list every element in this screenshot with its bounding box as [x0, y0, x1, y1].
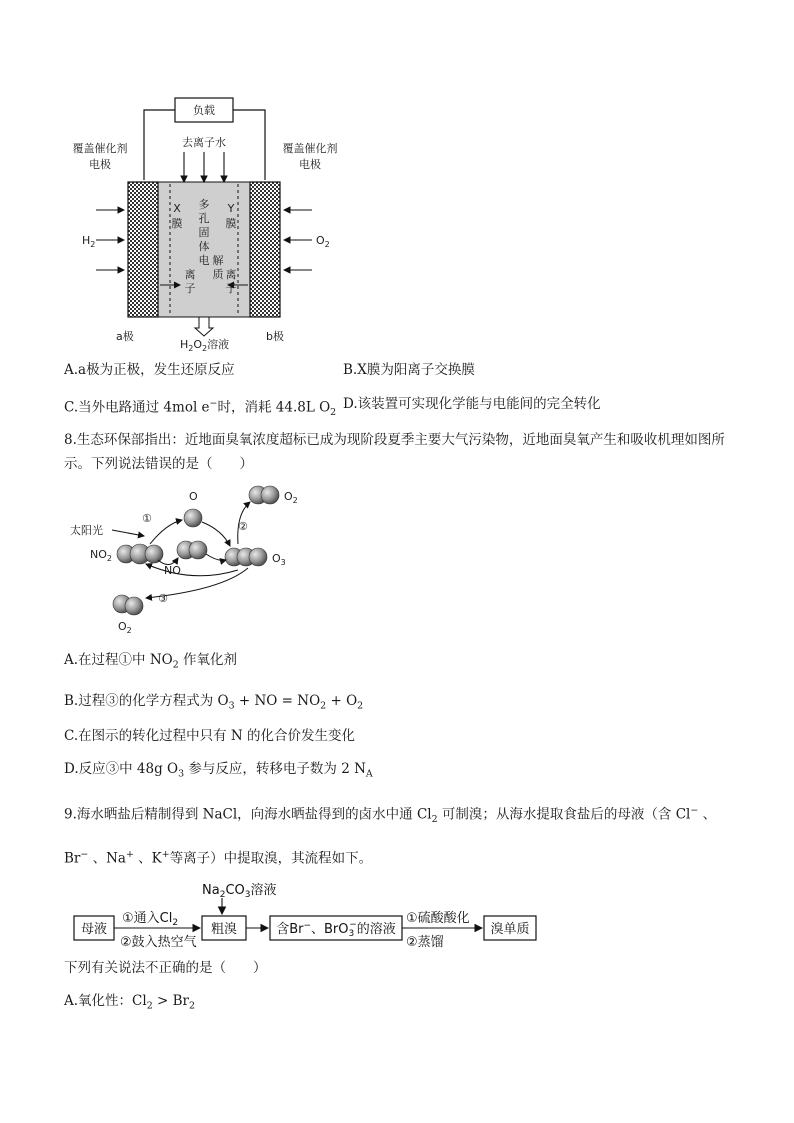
flow-reagent: $Na_2CO_3$溶液 [202, 883, 277, 900]
electrolyte-char: 固 [198, 226, 210, 239]
o3-atom [249, 548, 267, 566]
flow-step-3b: ②蒸馏 [406, 935, 444, 950]
product-outlet-arrow [195, 317, 213, 336]
q8-stem: 8.生态环保部指出：近地面臭氧浓度超标已成为现阶段夏季主要大气污染物，近地面臭氧产生和吸收机理如图所示。下列说法错误的是（ ） [64, 432, 725, 472]
electrolyte-char: 孔 [198, 212, 210, 225]
b-pole-label: b极 [266, 330, 284, 343]
h2-label: $H_2$ [82, 234, 96, 249]
q7-option-a: A.a极为正极，发生还原反应 [64, 362, 235, 378]
flow-box-bromine-label: 溴单质 [490, 922, 530, 937]
ion-left-label: 离 [184, 268, 196, 281]
flow-box-mother-liquor-label: 母液 [80, 922, 108, 937]
y-membrane-label-2: 膜 [225, 217, 237, 230]
step-3-no2-arrow [146, 564, 238, 576]
wire-left [144, 110, 175, 180]
electrode-a [128, 182, 158, 317]
load-label: 负载 [193, 104, 215, 117]
ozone-cycle-diagram [62, 478, 322, 638]
ion-right-label: 离 [225, 268, 237, 281]
sunlight-label: 太阳光 [70, 524, 103, 537]
x-membrane-label: X [173, 202, 181, 215]
water-in-label: 去离子水 [182, 136, 226, 149]
o3-label: $O_3$ [272, 552, 286, 567]
no2-atom [145, 545, 163, 563]
no2-label: $NO_2$ [90, 548, 112, 563]
bromine-flow-chart [64, 878, 544, 952]
x-membrane-label-2: 膜 [171, 217, 183, 230]
electrolyte-char: 电 [198, 254, 210, 267]
electrolyte-char: 体 [198, 240, 210, 253]
y-membrane-label: Y [227, 202, 235, 215]
no-atom [189, 541, 207, 559]
electrolyte-char: 多 [198, 198, 210, 211]
wire-right [233, 110, 265, 180]
step-1-arrow [150, 520, 182, 544]
flow-step-3a: ①硫酸酸化 [406, 911, 470, 926]
q8-option-d: D.反应③中 48g $O_3$ 参与反应，转移电子数为 2 $N_A$ [64, 761, 373, 780]
electrode-b [250, 182, 280, 317]
o2-bottom-atom [125, 597, 143, 615]
left-electrode-label-2: 电极 [89, 158, 111, 171]
sunlight-arrow [112, 530, 144, 536]
product-label: $H_2O_2$溶液 [180, 338, 230, 353]
step-2-label: ② [238, 520, 248, 533]
o2-top-atom [261, 486, 279, 504]
ion-left-label-2: 子 [184, 282, 196, 295]
fuel-cell-diagram [60, 90, 370, 355]
q7-option-c: C.当外电路通过 4mol e−时，消耗 44.8L $O_2$ [64, 398, 337, 419]
q9-ask: 下列有关说法不正确的是（ ） [64, 960, 267, 976]
right-electrode-label-2: 电极 [299, 158, 321, 171]
o-atom [184, 509, 202, 527]
flow-step-1a: ①通入$Cl_2$ [122, 911, 179, 928]
left-electrode-label: 覆盖催化剂 [72, 142, 128, 155]
q9-stem-line-2: Br− 、Na+ 、K+等离子）中提取溴，其流程如下。 [64, 849, 373, 867]
electrolyte-char: 解 [212, 254, 224, 267]
flow-box-crude-bromine-label: 粗溴 [210, 922, 238, 937]
q8-option-b: B.过程③的化学方程式为 $O_3$ + NO = $NO_2 + O_2$ [64, 693, 364, 712]
flow-step-1b: ②鼓入热空气 [120, 935, 197, 950]
ion-right-label-2: 子 [225, 282, 237, 295]
q7-option-d: D.该装置可实现化学能与电能间的完全转化 [343, 396, 601, 412]
o2-label: $O_2$ [316, 234, 330, 249]
o2-bottom-label: $O_2$ [118, 620, 132, 635]
o-atom-label: O [189, 490, 198, 503]
no-to-o3-arrow [206, 554, 226, 560]
q8-option-a: A.在过程①中 $NO_2$ 作氧化剂 [64, 652, 238, 671]
q9-stem-line-1: 9.海水晒盐后精制得到 NaCl，向海水晒盐得到的卤水中通 $Cl_2$ 可制溴；从海水提取食盐后的母液（含 Cl− 、 [64, 805, 717, 826]
q8-option-c: C.在图示的转化过程中只有 N 的化合价发生变化 [64, 728, 356, 744]
electrolyte-char: 质 [212, 268, 224, 281]
right-electrode-label: 覆盖催化剂 [282, 142, 338, 155]
flow-box-bromide-solution-label: 含Br−、BrO$_3$−的溶液 [276, 920, 396, 939]
no-label: NO [164, 564, 181, 577]
q9-option-a: A.氧化性：$Cl_2 > Br_2$ [64, 993, 195, 1012]
step-1-label: ① [142, 512, 152, 525]
a-pole-label: a极 [116, 330, 134, 343]
q7-option-b: B.X膜为阳离子交换膜 [343, 362, 475, 378]
step-3-label: ③ [158, 592, 168, 605]
o2-top-label: $O_2$ [284, 490, 298, 505]
o-to-o3-arrow [202, 522, 230, 546]
